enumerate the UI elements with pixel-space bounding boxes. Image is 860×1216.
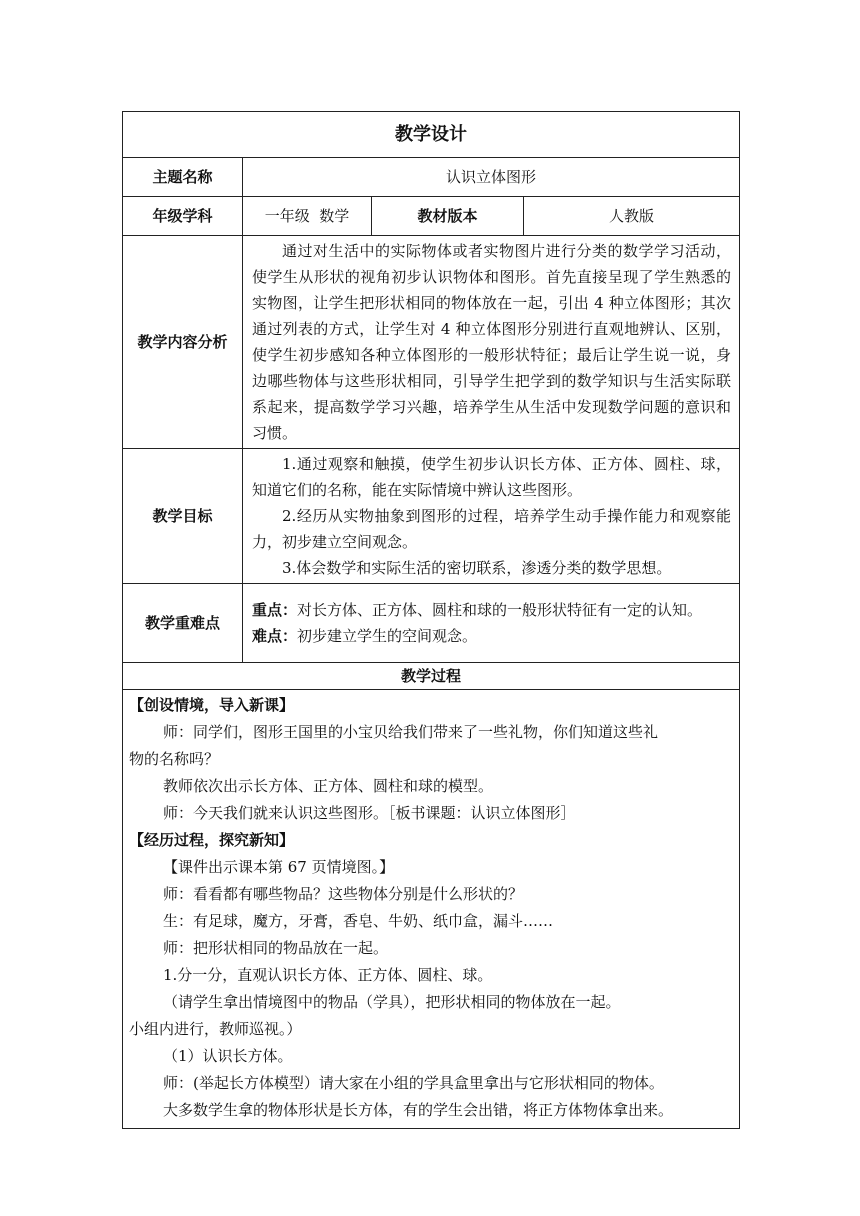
key-point bbox=[252, 597, 731, 623]
textbook-value: 人教版 bbox=[524, 197, 740, 236]
difficulty-point bbox=[252, 623, 731, 649]
goal-item-1: 1.通过观察和触摸，使学生初步认识长方体、正方体、圆柱、球，知道它们的名称，能在实际情境中辨认这些图形。 bbox=[252, 455, 731, 499]
theme-value: 认识立体图形 bbox=[243, 158, 740, 197]
textbook-label: 教材版本 bbox=[372, 197, 524, 236]
grade-label: 年级学科 bbox=[123, 197, 243, 236]
process-line: 师：今天我们就来认识这些图形。［板书课题：认识立体图形］ bbox=[163, 804, 576, 822]
key-point-label: 重点： bbox=[252, 601, 298, 619]
key-point-text: 对长方体、正方体、圆柱和球的一般形状特征有一定的认知。 bbox=[297, 601, 703, 619]
process-line: 小组内进行，教师巡视。） bbox=[129, 1020, 302, 1038]
process-label: 教学过程 bbox=[123, 663, 740, 690]
analysis-text: 通过对生活中的实际物体或者实物图片进行分类的数学学习活动，使学生从形状的视角初步认识物体和图形。首先直接呈现了学生熟悉的实物图，让学生把形状相同的物体放在一起，引出 4 种立体图形；其次通过列表的方式，让学生对 4 种立体图形分别进行直观地辨认、区别，使学生初步感知各种立体图形的一般形状特征；最后让学生说一说，身边哪些物体与这些形状相同，引导学生把学到的数学知识与生活实际联系起来，提高数学学习兴趣，培养学生从生活中发现数学问题的意识和习惯。 bbox=[252, 242, 731, 442]
section-heading-2: 【经历过程，探究新知】 bbox=[129, 831, 295, 849]
process-line: 生：有足球，魔方，牙膏，香皂、牛奶、纸巾盒，漏斗…… bbox=[163, 912, 554, 930]
process-line: 大多数学生拿的物体形状是长方体，有的学生会出错，将正方体物体拿出来。 bbox=[163, 1101, 674, 1119]
process-line: 师：看看都有哪些物品？这些物体分别是什么形状的？ bbox=[163, 885, 524, 903]
theme-label: 主题名称 bbox=[123, 158, 243, 197]
lesson-plan-table bbox=[122, 111, 740, 1129]
grade-value: 一年级 数学 bbox=[243, 197, 372, 236]
process-line: 【课件出示课本第 67 页情境图。】 bbox=[163, 858, 395, 876]
lesson-plan-document bbox=[122, 111, 739, 1129]
goals-label: 教学目标 bbox=[123, 449, 243, 584]
process-line: 师：(举起长方体模型）请大家在小组的学具盒里拿出与它形状相同的物体。 bbox=[163, 1074, 664, 1092]
section-heading-1: 【创设情境，导入新课】 bbox=[129, 696, 295, 714]
process-line: 师：把形状相同的物品放在一起。 bbox=[163, 939, 389, 957]
process-line: （1）认识长方体。 bbox=[163, 1047, 293, 1065]
goal-item-3: 3.体会数学和实际生活的密切联系，渗透分类的数学思想。 bbox=[282, 559, 672, 577]
goal-item-2: 2.经历从实物抽象到图形的过程，培养学生动手操作能力和观察能力，初步建立空间观念。 bbox=[252, 507, 731, 551]
process-line: 1.分一分，直观认识长方体、正方体、圆柱、球。 bbox=[163, 966, 493, 984]
difficulty-text: 初步建立学生的空间观念。 bbox=[297, 627, 478, 645]
keypoints-label: 教学重难点 bbox=[123, 584, 243, 663]
analysis-label: 教学内容分析 bbox=[123, 236, 243, 449]
difficulty-label: 难点： bbox=[252, 627, 298, 645]
document-title: 教学设计 bbox=[123, 112, 740, 158]
process-content bbox=[123, 690, 740, 1129]
process-line: （请学生拿出情境图中的物品（学具），把形状相同的物体放在一起。 bbox=[163, 993, 621, 1011]
process-line: 教师依次出示长方体、正方体、圆柱和球的模型。 bbox=[163, 777, 494, 795]
process-line: 师：同学们，图形王国里的小宝贝给我们带来了一些礼物，你们知道这些礼 bbox=[163, 723, 659, 741]
process-line: 物的名称吗？ bbox=[129, 750, 220, 768]
